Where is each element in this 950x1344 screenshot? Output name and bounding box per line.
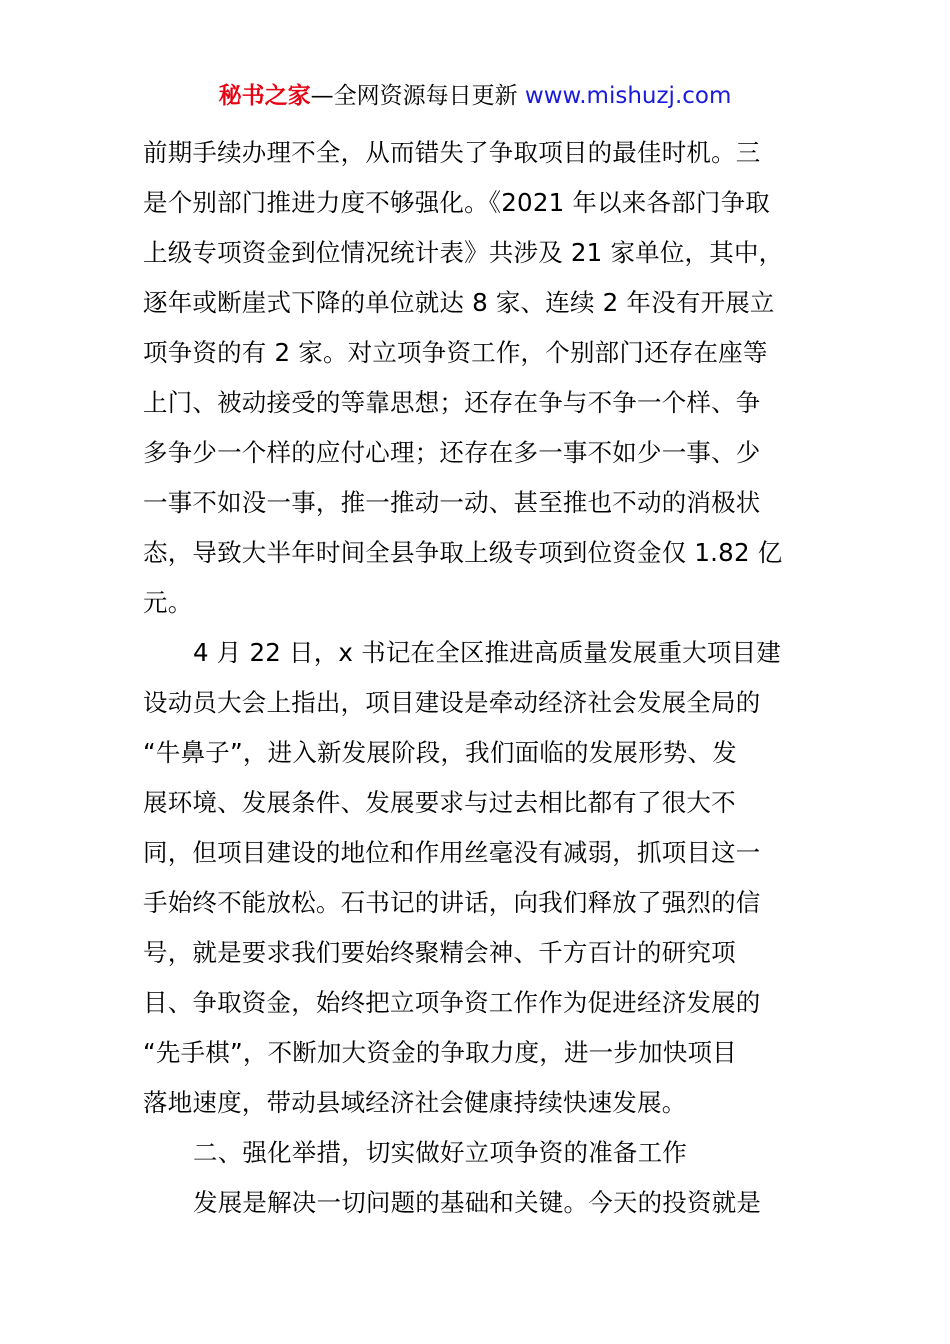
text-line: 展环境、发展条件、发展要求与过去相比都有了很大不 bbox=[143, 788, 736, 817]
text-line: 落地速度，带动县域经济社会健康持续快速发展。 bbox=[143, 1088, 687, 1117]
text-line: “牛鼻子”，进入新发展阶段，我们面临的发展形势、发 bbox=[143, 738, 737, 767]
site-header bbox=[0, 80, 950, 112]
text-line: 同，但项目建设的地位和作用丝毫没有减弱，抓项目这一 bbox=[143, 838, 761, 867]
text-line: 态，导致大半年时间全县争取上级专项到位资金仅 1.82 亿 bbox=[143, 538, 783, 567]
paragraph-first-line: 发展是解决一切问题的基础和关键。今天的投资就是 bbox=[193, 1188, 762, 1217]
text-line: 目、争取资金，始终把立项争资工作作为促进经济发展的 bbox=[143, 988, 761, 1017]
text-line: 设动员大会上指出，项目建设是牵动经济社会发展全局的 bbox=[143, 688, 761, 717]
section-heading: 二、强化举措，切实做好立项争资的准备工作 bbox=[193, 1138, 687, 1167]
text-line: 是个别部门推进力度不够强化。《2021 年以来各部门争取 bbox=[143, 188, 770, 217]
site-brand: 秘书之家 bbox=[218, 83, 311, 109]
text-line: 号，就是要求我们要始终聚精会神、千方百计的研究项 bbox=[143, 938, 736, 967]
text-line: 上门、被动接受的等靠思想；还存在争与不争一个样、争 bbox=[143, 388, 761, 417]
text-line: “先手棋”，不断加大资金的争取力度，进一步加快项目 bbox=[143, 1038, 737, 1067]
site-tagline: —全网资源每日更新 bbox=[310, 83, 525, 109]
text-line: 前期手续办理不全，从而错失了争取项目的最佳时机。三 bbox=[143, 138, 761, 167]
document-body bbox=[143, 128, 813, 1228]
text-line: 项争资的有 2 家。对立项争资工作，个别部门还存在座等 bbox=[143, 338, 768, 367]
text-line: 一事不如没一事，推一推动一动、甚至推也不动的消极状 bbox=[143, 488, 761, 517]
paragraph-first-line: 4 月 22 日，x 书记在全区推进高质量发展重大项目建 bbox=[193, 638, 782, 667]
text-line: 多争少一个样的应付心理；还存在多一事不如少一事、少 bbox=[143, 438, 761, 467]
text-line: 逐年或断崖式下降的单位就达 8 家、连续 2 年没有开展立 bbox=[143, 288, 775, 317]
text-line: 上级专项资金到位情况统计表》共涉及 21 家单位，其中， bbox=[143, 238, 784, 267]
text-line: 元。 bbox=[143, 588, 193, 617]
text-line: 手始终不能放松。石书记的讲话，向我们释放了强烈的信 bbox=[143, 888, 761, 917]
site-url-link[interactable]: www.mishuzj.com bbox=[524, 83, 732, 109]
